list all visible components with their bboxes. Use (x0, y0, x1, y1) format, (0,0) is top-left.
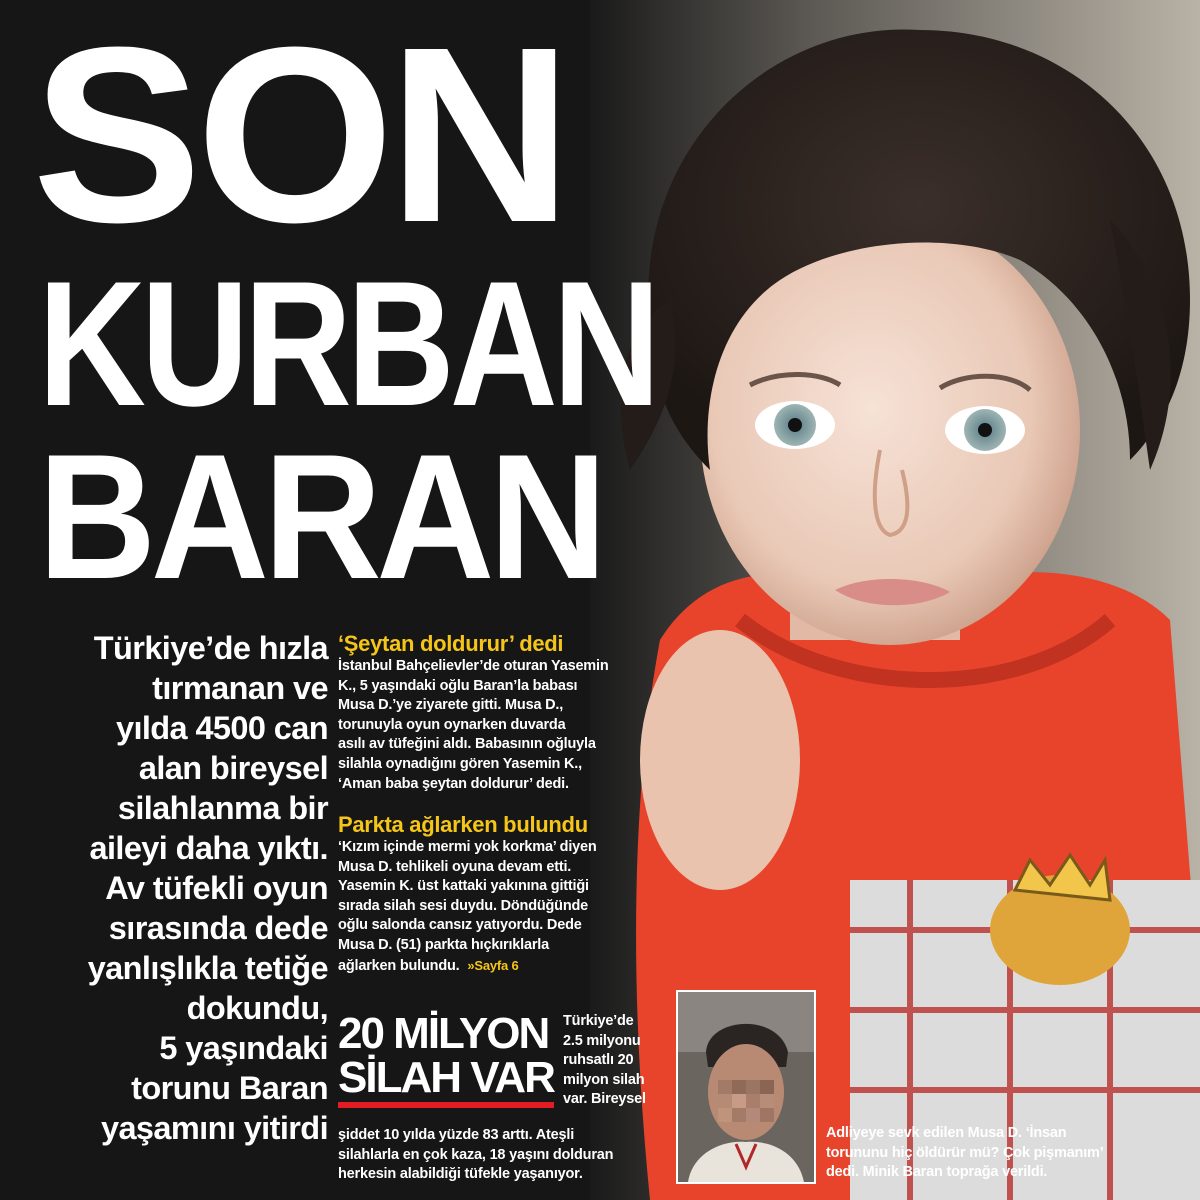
story-seytan-doldurur (338, 631, 668, 794)
inset-photo-musa-d (676, 990, 816, 1184)
story-line: silahla oynadığını gören Yasemin K., (338, 755, 582, 772)
story-line: K., 5 yaşındaki oğlu Baran’la babası (338, 677, 578, 694)
story-line: asılı av tüfeğini aldı. Babasının oğluyla (338, 736, 596, 753)
box-line: Türkiye’de (563, 1013, 634, 1029)
box-bottom-text (338, 1126, 678, 1185)
double-chevron-icon: » (467, 957, 475, 973)
story-line: İstanbul Bahçelievler’de oturan Yasemin (338, 658, 609, 674)
lead-line: 5 yaşındaki (159, 1030, 328, 1066)
story-line: sırada silah sesi duydu. Döndüğünde (338, 897, 589, 914)
box-headline (338, 1009, 558, 1108)
story-line: Musa D.’ye ziyarete gitti. Musa D., (338, 697, 564, 714)
story-title: ‘Şeytan doldurur’ dedi (338, 631, 564, 656)
lead-line: Av tüfekli oyun (105, 870, 328, 906)
story-title: Parkta ağlarken bulundu (338, 812, 588, 837)
photo-caption (826, 1124, 1186, 1183)
headline-line-son: SON (32, 0, 567, 274)
box-line: herkesin alabildiği tüfekle yaşanıyor. (338, 1166, 583, 1183)
lead-line: yanlışlıkla tetiğe (87, 950, 328, 986)
lead-line: dokundu, (186, 990, 328, 1026)
story-line: oğlu salonda cansız yatıyordu. Dede (338, 917, 582, 934)
box-line: silahlarla en çok kaza, 18 yaşını dolduran (338, 1146, 614, 1163)
box-headline-line2: SİLAH VAR (338, 1056, 554, 1108)
box-line: 2.5 milyonu (563, 1032, 641, 1049)
box-line: milyon silah (563, 1071, 645, 1088)
box-headline-line1: 20 MİLYON (338, 1009, 549, 1058)
headline-line-kurban: KURBAN (38, 244, 656, 443)
lead-paragraph (14, 628, 328, 1148)
story-line: ‘Aman baba şeytan doldurur’ dedi. (338, 775, 569, 792)
story-body (338, 838, 668, 976)
lead-line: sırasında dede (108, 910, 328, 946)
lead-line: alan bireysel (138, 750, 328, 786)
story-line: Musa D. tehlikeli oyuna devam etti. (338, 858, 572, 875)
story-body (338, 657, 668, 794)
page-reference (467, 958, 518, 973)
lead-line: aileyi daha yıktı. (89, 830, 328, 866)
lead-line: silahlanma bir (117, 790, 328, 826)
lead-line: torunu Baran (131, 1070, 328, 1106)
blurred-face-mosaic (718, 1080, 774, 1122)
story-line: ‘Kızım içinde mermi yok korkma’ diyen (338, 839, 597, 855)
caption-line: dedi. Minik Baran toprağa verildi. (826, 1164, 1048, 1181)
story-line-text: ağlarken bulundu. (338, 957, 460, 974)
story-parkta-aglarken (338, 812, 668, 976)
story-line (338, 956, 668, 977)
page-reference-text: Sayfa 6 (474, 957, 519, 973)
lead-line: yılda 4500 can (115, 710, 328, 746)
story-line: torunuyla oyun oynarken duvarda (338, 716, 566, 733)
headline-line-baran: BARAN (38, 417, 602, 616)
caption-line: Adliyeye sevk edilen Musa D. ‘İnsan (826, 1125, 1067, 1141)
box-line: ruhsatlı 20 (563, 1052, 634, 1069)
box-line: var. Bireysel (563, 1091, 646, 1108)
lead-line: Türkiye’de hızla (93, 630, 328, 666)
box-side-text (563, 1012, 673, 1110)
story-line: Musa D. (51) parkta hıçkırıklarla (338, 936, 549, 953)
lead-line: tırmanan ve (152, 670, 328, 706)
caption-line: torununu hiç öldürür mü? Çok pişmanım’ (826, 1144, 1104, 1161)
box-line: şiddet 10 yılda yüzde 83 arttı. Ateşli (338, 1127, 575, 1143)
lead-line: yaşamını yitirdi (100, 1110, 328, 1146)
story-line: Yasemin K. üst kattaki yakınına gittiği (338, 878, 589, 895)
